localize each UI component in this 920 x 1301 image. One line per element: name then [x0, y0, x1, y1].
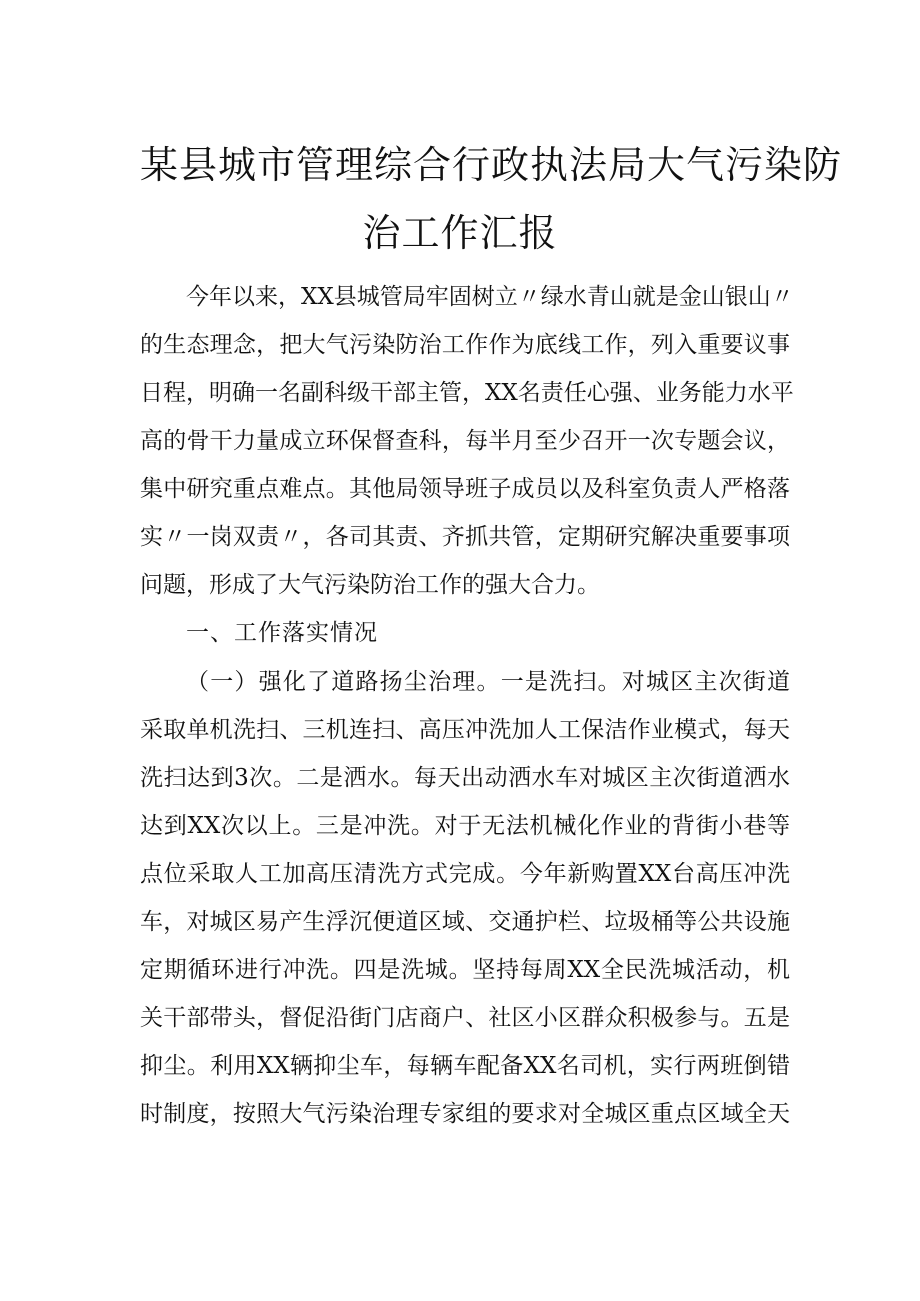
section1-line: 定期循环进行冲洗。四是洗城。坚持每周XX全民洗城活动，机	[140, 957, 790, 983]
section1-line: 点位采取人工加高压清洗方式完成。今年新购置XX台高压冲洗	[140, 861, 790, 887]
section-heading: 一、工作落实情况	[186, 620, 378, 646]
section1-line: 达到XX次以上。三是冲洗。对于无法机械化作业的背街小巷等	[140, 813, 790, 839]
section1-line: 时制度，按照大气污染治理专家组的要求对全城区重点区域全天	[140, 1101, 790, 1127]
intro-line: 实〃一岗双责〃，各司其责、齐抓共管，定期研究解决重要事项	[140, 524, 790, 550]
intro-line: 集中研究重点难点。其他局领导班子成员以及科室负责人严格落	[140, 476, 790, 502]
section1-line: 关干部带头，督促沿街门店商户、社区小区群众积极参与。五是	[140, 1005, 790, 1031]
section1-line: 采取单机洗扫、三机连扫、高压冲洗加人工保洁作业模式，每天	[140, 717, 790, 743]
intro-line: 高的骨干力量成立环保督查科，每半月至少召开一次专题会议，	[140, 428, 790, 454]
section1-line: 洗扫达到3次。二是洒水。每天出动洒水车对城区主次街道洒水	[140, 765, 790, 791]
section1-line: 车，对城区易产生浮沉便道区域、交通护栏、垃圾桶等公共设施	[140, 909, 790, 935]
section1-line: （一）强化了道路扬尘治理。一是洗扫。对城区主次街道	[186, 669, 790, 695]
intro-line: 的生态理念，把大气污染防治工作作为底线工作，列入重要议事	[140, 332, 790, 358]
intro-line: 问题，形成了大气污染防治工作的强大合力。	[140, 572, 600, 598]
intro-line: 日程，明确一名副科级干部主管，XX名责任心强、业务能力水平	[140, 380, 794, 406]
document-title-line-1: 某县城市管理综合行政执法局大气污染防	[140, 143, 843, 187]
document-title-line-2: 治工作汇报	[362, 211, 558, 255]
intro-line: 今年以来，XX县城管局牢固树立〃绿水青山就是金山银山〃	[186, 284, 794, 310]
section1-line: 抑尘。利用XX辆抑尘车，每辆车配备XX名司机，实行两班倒错	[140, 1053, 790, 1079]
